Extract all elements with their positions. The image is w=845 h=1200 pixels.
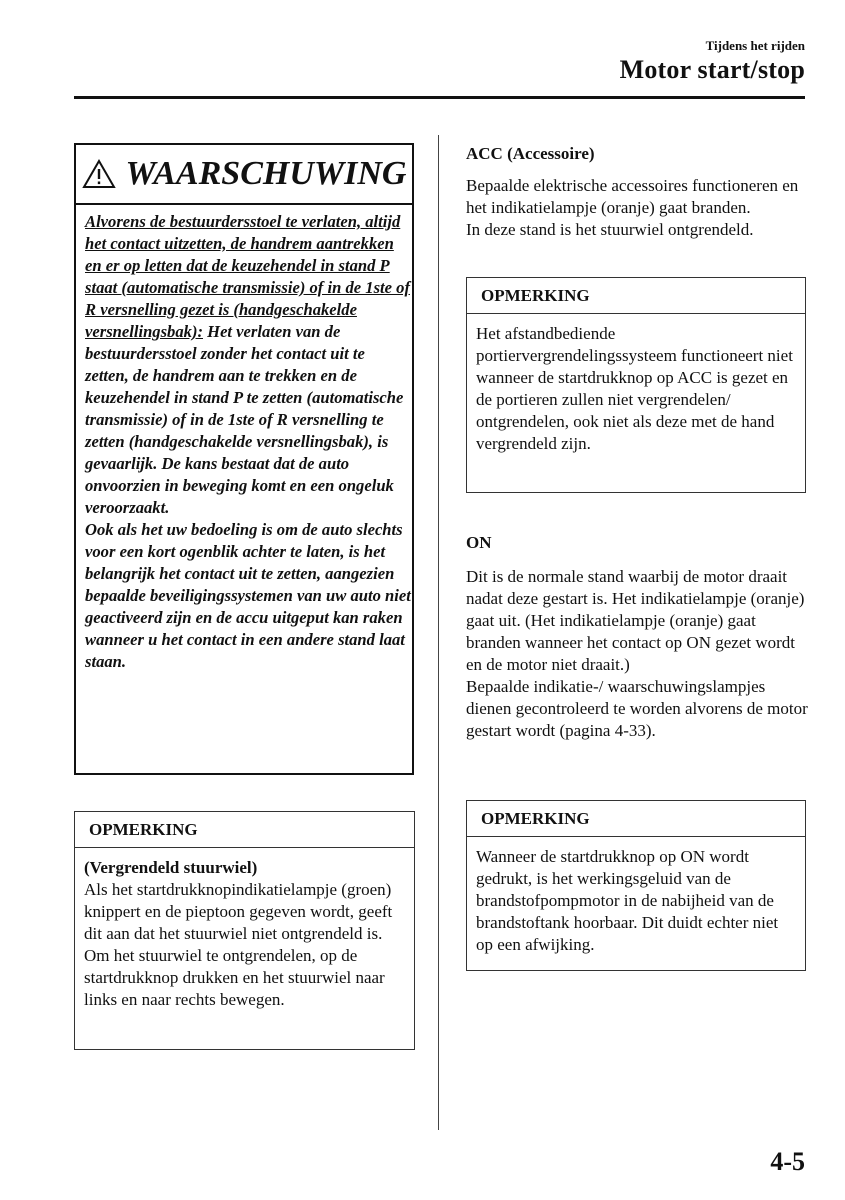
note-acc-text: Het afstandbediende portiervergrendelingssysteem functioneert niet wanneer de startdrukknop op ACC is gezet en de portieren zullen niet vergrendelen/ ontgrendelen, ook niet als deze met de hand vergrendeld zijn.: [476, 324, 793, 453]
note-left-subtitle: (Vergrendeld stuurwiel): [84, 858, 258, 877]
acc-paragraph-2: In deze stand is het stuurwiel ontgrendeld.: [466, 220, 754, 239]
header-section-label: Tijdens het rijden: [705, 38, 805, 53]
page-title: Motor start/stop: [619, 55, 805, 84]
note-on-heading: OPMERKING: [467, 801, 805, 837]
column-divider: [438, 135, 439, 1130]
warning-header: [76, 145, 412, 205]
note-acc-heading: OPMERKING: [467, 278, 805, 314]
on-label: ON: [466, 533, 492, 552]
note-on-text: Wanneer de startdrukknop op ON wordt gedrukt, is het werkingsgeluid van de brandstofpompmotor in de nabijheid van de brandstoftank hoorbaar. Dit duidt echter niet op een afwijking.: [476, 847, 779, 954]
warning-text: Het verlaten van de bestuurdersstoel zonder het contact uit te zetten, de handrem aan te trekken en de keuzehendel in stand P te zetten (automatische transmissie) of in de 1ste of R versnelling te zetten (handgeschakelde versnellingsbak), is gevaarlijk. De kans bestaat dat de auto onvoorzien in beweging komt en een ongeluk veroorzaakt.: [85, 322, 404, 517]
note-left-body: [75, 848, 414, 1019]
acc-text: [466, 175, 811, 241]
warning-underlined-text: Alvorens de bestuurdersstoel te verlaten, altijd het contact uitzetten, de handrem aantrekken en er op letten dat de keuzehendel in stand P staat (automatische transmissie) of in de 1ste of R versnelling gezet is (handgeschakelde versnellingsbak):: [85, 212, 410, 341]
acc-paragraph-1: Bepaalde elektrische accessoires functioneren en het indikatielampje (oranje) gaat branden.: [466, 176, 799, 217]
on-paragraph-1: Dit is de normale stand waarbij de motor draait nadat deze gestart is. Het indikatielampje (oranje) gaat uit. (Het indikatielampje (oranje) gaat branden wanneer het contact op ON gezet wordt en de motor niet draait.): [466, 567, 805, 674]
warning-text-2: Ook als het uw bedoeling is om de auto slechts voor een kort ogenblik achter te laten, is het belangrijk het contact uit te zetten, aangezien bepaalde beveiligingssystemen van uw auto niet geactiveerd zijn en de accu uitgeput kan raken wanneer u het contact in een andere stand laat staan.: [85, 520, 411, 671]
note-left-heading: OPMERKING: [75, 812, 414, 848]
note-acc-box: [466, 277, 806, 493]
warning-box: [74, 143, 414, 775]
note-left-text: Als het startdrukknopindikatielampje (groen) knippert en de pieptoon gegeven wordt, geeft dit aan dat het stuurwiel niet ontgrendeld is. Om het stuurwiel te ontgrendelen, op de startdrukknop drukken en het stuurwiel naar links en naar rechts bewegen.: [84, 880, 393, 1009]
page-number: 4-5: [770, 1147, 805, 1176]
note-left-box: [74, 811, 415, 1050]
on-text: [466, 566, 811, 742]
acc-label: ACC (Accessoire): [466, 144, 595, 163]
header-rule: [74, 96, 805, 99]
warning-body: [85, 211, 411, 673]
warning-triangle-icon: [82, 159, 116, 189]
warning-title: WAARSCHUWING: [125, 155, 407, 192]
note-on-box: [466, 800, 806, 971]
on-paragraph-2: Bepaalde indikatie-/ waarschuwingslampjes dienen gecontroleerd te worden alvorens de motor gestart wordt (pagina 4-33).: [466, 677, 808, 740]
